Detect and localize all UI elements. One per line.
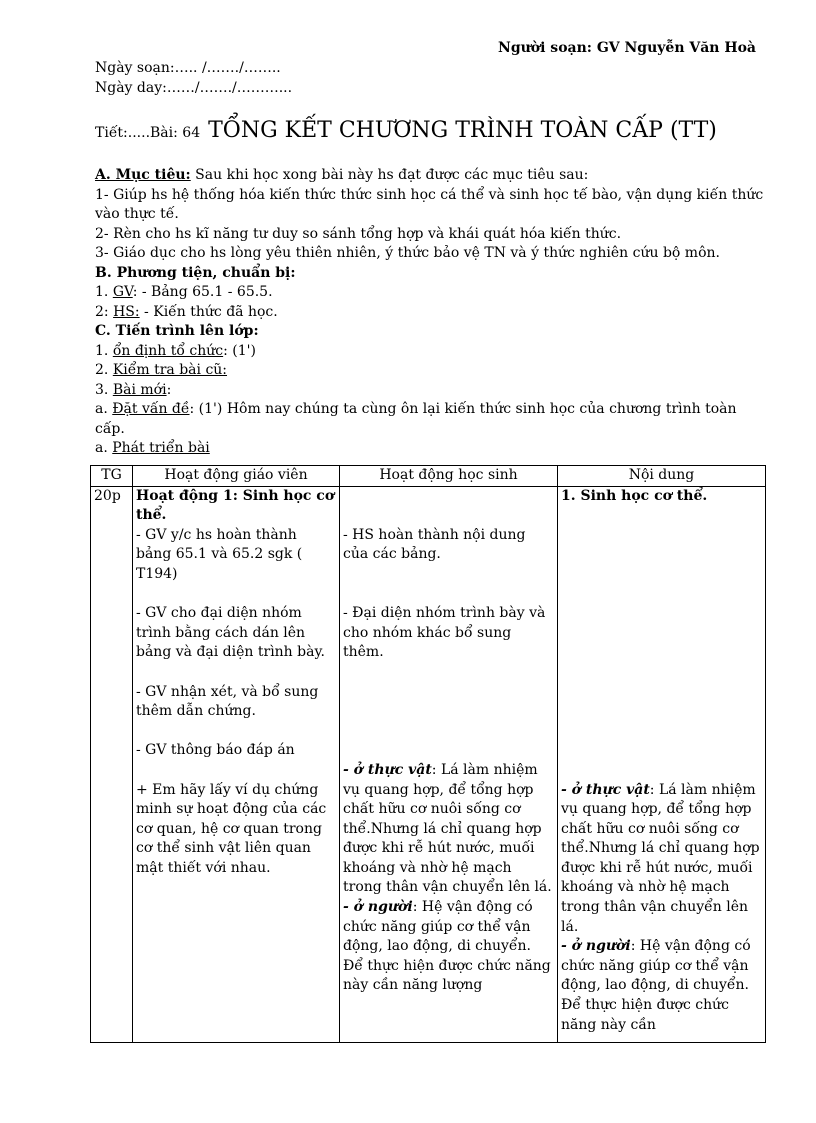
teacher-step: - GV thông báo đáp án <box>136 742 295 759</box>
procedure-step-1: 1. ổn định tổ chức: (1') <box>95 342 256 359</box>
objectives-heading: A. Mục tiêu: <box>95 167 191 183</box>
objective-item: 2- Rèn cho hs kĩ năng tư duy so sánh tổng hợp và khái quát hóa kiến thức. <box>95 225 622 242</box>
lesson-number: Tiết:.....Bài: 64 <box>95 125 201 141</box>
cell-content <box>558 486 766 1042</box>
content-plant-example: - ở thực vật: Lá làm nhiệm vụ quang hợp, để tổng hợp chất hữu cơ nuôi sống cơ thể.Nhưng lá chỉ quang hợp được khi rễ hút nước, muối khoáng và nhờ hệ mạch trong thân vận chuyển lên lá. <box>561 781 760 935</box>
objectives-intro: A. Mục tiêu: Sau khi học xong bài này hs đạt được các mục tiêu sau: <box>95 167 589 183</box>
activity-title: Hoạt động 1: Sinh học cơ thể. <box>136 487 335 524</box>
objective-item: 1- Giúp hs hệ thống hóa kiến thức thức sinh học cá thể và sinh học tế bào, vận dụng kiến thức vào thực tế. <box>95 186 764 222</box>
procedure-heading: C. Tiến trình lên lớp: <box>95 323 259 339</box>
date-taught: Ngày day:……/……./………... <box>95 80 293 96</box>
procedure-step-3: 3. Bài mới: <box>95 381 172 398</box>
procedure-intro: a. Đặt vấn đề: (1') Hôm nay chúng ta cùng ôn lại kiến thức sinh học của chương trình toàn cấp. <box>95 401 737 437</box>
lesson-body <box>95 166 765 459</box>
lesson-title: TỔNG KẾT CHƯƠNG TRÌNH TOÀN CẤP (TT) <box>208 118 717 143</box>
date-prepared: Ngày soạn:….. /……./…….. <box>95 60 281 76</box>
procedure-development: a. Phát triển bài <box>95 440 210 456</box>
materials-heading: B. Phương tiện, chuẩn bị: <box>95 264 296 281</box>
lesson-title-line <box>95 118 717 143</box>
header-time: TG <box>91 466 133 487</box>
cell-student-activity <box>340 486 558 1042</box>
cell-teacher-activity <box>133 486 340 1042</box>
student-step: - Đại diện nhóm trình bày và cho nhóm khác bổ sung thêm. <box>343 605 546 661</box>
teacher-question: + Em hãy lấy ví dụ chứng minh sự hoạt động của các cơ quan, hệ cơ quan trong cơ thể sinh vật liên quan mật thiết với nhau. <box>136 781 327 876</box>
teacher-step: - GV cho đại diện nhóm trình bằng cách dán lên bảng và đại diện trình bày. <box>136 605 325 661</box>
cell-time: 20p <box>91 486 133 1042</box>
student-human-example: - ở người: Hệ vận động có chức năng giúp cơ thể vận động, lao động, di chuyển. Để thực hiện được chức năng này cần năng lượng <box>343 899 551 994</box>
materials-hs: 2: HS: - Kiến thức đã học. <box>95 303 278 320</box>
content-human-example: - ở người: Hệ vận động có chức năng giúp cơ thể vận động, lao động, di chuyển. Để thực hiện được chức năng này cần <box>561 938 751 1033</box>
header-student: Hoạt động học sinh <box>340 466 558 487</box>
table-header-row <box>91 466 766 487</box>
header-teacher: Hoạt động giáo viên <box>133 466 340 487</box>
objective-item: 3- Giáo dục cho hs lòng yêu thiên nhiên, ý thức bảo vệ TN và ý thức nghiên cứu bộ môn. <box>95 245 720 261</box>
materials-gv: 1. GV: - Bảng 65.1 - 65.5. <box>95 284 273 300</box>
student-plant-example: - ở thực vật: Lá làm nhiệm vụ quang hợp, để tổng hợp chất hữu cơ nuôi sống cơ thể.Nhưng lá chỉ quang hợp được khi rễ hút nước, muối khoáng và nhờ hệ mạch trong thân vận chuyển lên lá. <box>343 761 552 896</box>
author-line: Người soạn: GV Nguyễn Văn Hoà <box>498 40 756 56</box>
lesson-activity-table <box>90 465 766 1043</box>
student-step: - HS hoàn thành nội dung của các bảng. <box>343 526 526 563</box>
procedure-step-2: 2. Kiểm tra bài cũ: <box>95 362 228 378</box>
table-row <box>91 486 766 1042</box>
content-title: 1. Sinh học cơ thể. <box>561 487 708 504</box>
teacher-step: - GV y/c hs hoàn thành bảng 65.1 và 65.2 sgk ( T194) <box>136 526 303 582</box>
teacher-step: - GV nhận xét, và bổ sung thêm dẫn chứng. <box>136 683 319 720</box>
header-content: Nội dung <box>558 466 766 487</box>
